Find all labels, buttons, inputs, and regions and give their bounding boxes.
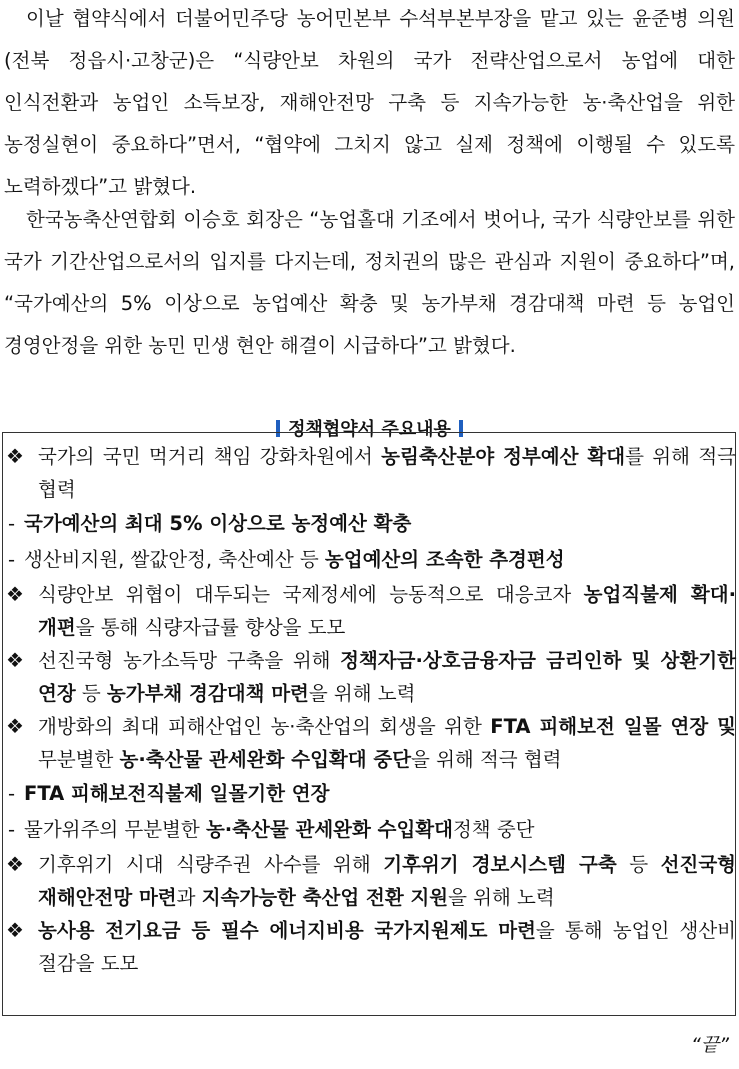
text: 을 위해 적극 협력 bbox=[411, 748, 562, 771]
text: 과 bbox=[176, 886, 202, 909]
bold-text: 농림축산분야 정부예산 확대 bbox=[381, 445, 626, 468]
bold-text: 농업예산의 조속한 추경편성 bbox=[324, 548, 565, 571]
dash-mark: - bbox=[8, 512, 16, 535]
dash-mark: - bbox=[8, 782, 16, 805]
bullet-item bbox=[6, 710, 736, 776]
text: 기후위기 시대 식량주권 사수를 위해 bbox=[38, 853, 384, 876]
sub-item bbox=[6, 812, 736, 848]
text: 정책 중단 bbox=[452, 818, 535, 841]
text: 개방화의 최대 피해산업인 농·축산업의 회생을 위한 bbox=[38, 715, 491, 738]
paragraph-2: 한국농축산연합회 이승호 회장은 “농업홀대 기조에서 벗어나, 국가 식량안보를 위한 국가 기간산업으로서의 입지를 다지는데, 정치권의 많은 관심과 지원이 중요하다”며, “국가예산의 5% 이상으로 농업예산 확충 및 농가부채 경감대책 마련 등 농업인 경영안정을 위한 농민 민생 현안 해결이 시급하다”고 밝혔다. bbox=[4, 208, 735, 357]
bold-text: 선진국형 재해안전망 마련 bbox=[38, 853, 736, 909]
dash-mark: - bbox=[8, 548, 16, 571]
text: 물가위주의 무분별한 bbox=[24, 818, 206, 841]
text: 식량안보 위협이 대두되는 국제정세에 능동적으로 대응코자 bbox=[38, 583, 584, 606]
bold-text: 농·축산물 관세완화 수입확대 bbox=[205, 818, 453, 841]
text: 등 bbox=[75, 682, 107, 705]
bullet-item bbox=[6, 644, 736, 710]
text: 국가의 국민 먹거리 책임 강화차원에서 bbox=[38, 445, 382, 468]
bold-text: FTA 피해보전직불제 일몰기한 연장 bbox=[24, 782, 330, 805]
text: 선진국형 농가소득망 구축을 위해 bbox=[38, 649, 341, 672]
bold-text: 정책자금·상호금융자금 금리인하 및 상환기한 연장 bbox=[38, 649, 737, 705]
sub-item bbox=[6, 776, 736, 812]
bullet-item bbox=[6, 848, 736, 914]
text: 을 위해 노력 bbox=[448, 886, 555, 909]
text: 을 위해 노력 bbox=[308, 682, 416, 705]
bullet-item bbox=[6, 914, 736, 980]
text: 을 통해 식량자급률 향상을 도모 bbox=[75, 616, 346, 639]
dash-mark: - bbox=[8, 818, 16, 841]
bullet-mark-icon: ❖ bbox=[6, 714, 24, 738]
summary-items bbox=[6, 440, 736, 980]
bullet-mark-icon: ❖ bbox=[6, 852, 24, 876]
sub-item bbox=[6, 506, 736, 542]
bullet-mark-icon: ❖ bbox=[6, 582, 24, 606]
text: 를 위해 적극 협력 bbox=[38, 445, 737, 501]
bold-text: 농사용 전기요금 등 필수 에너지비용 국가지원제도 마련 bbox=[38, 919, 536, 942]
box-title-text: 정책협약서 주요내용 bbox=[288, 419, 451, 440]
bullet-item bbox=[6, 440, 736, 506]
text: 등 bbox=[616, 853, 661, 876]
paragraph-1: 이날 협약식에서 더불어민주당 농어민본부 수석부본부장을 맡고 있는 윤준병 의원(전북 정읍시·고창군)은 “식량안보 차원의 국가 전략산업으로서 농업에 대한 인식전환과 농업인 소득보장, 재해안전망 구축 등 지속가능한 농·축산업을 위한 농정실현이 중요하다”면서, “협약에 그치지 않고 실제 정책에 이행될 수 있도록 노력하겠다”고 밝혔다. bbox=[4, 7, 735, 198]
bullet-mark-icon: ❖ bbox=[6, 444, 24, 468]
text: 생산비지원, 쌀값안정, 축산예산 등 bbox=[24, 548, 325, 571]
bold-text: 농·축산물 관세완화 수입확대 중단 bbox=[119, 748, 412, 771]
end-mark: “끝” bbox=[690, 1034, 729, 1056]
bold-text: 국가예산의 최대 5% 이상으로 농정예산 확충 bbox=[24, 512, 412, 535]
bold-text: 농업직불제 확대·개편 bbox=[38, 583, 736, 639]
bullet-mark-icon: ❖ bbox=[6, 918, 24, 942]
bold-text: 지속가능한 축산업 전환 지원 bbox=[201, 886, 449, 909]
text: 무분별한 bbox=[38, 748, 120, 771]
bold-text: 기후위기 경보시스템 구축 bbox=[383, 853, 617, 876]
sub-item bbox=[6, 542, 736, 578]
text: 을 통해 농업인 생산비 절감을 도모 bbox=[38, 919, 736, 975]
bullet-item bbox=[6, 578, 736, 644]
bullet-mark-icon: ❖ bbox=[6, 648, 24, 672]
bold-text: FTA 피해보전 일몰 연장 및 bbox=[490, 715, 737, 738]
bold-text: 농가부채 경감대책 마련 bbox=[106, 682, 309, 705]
